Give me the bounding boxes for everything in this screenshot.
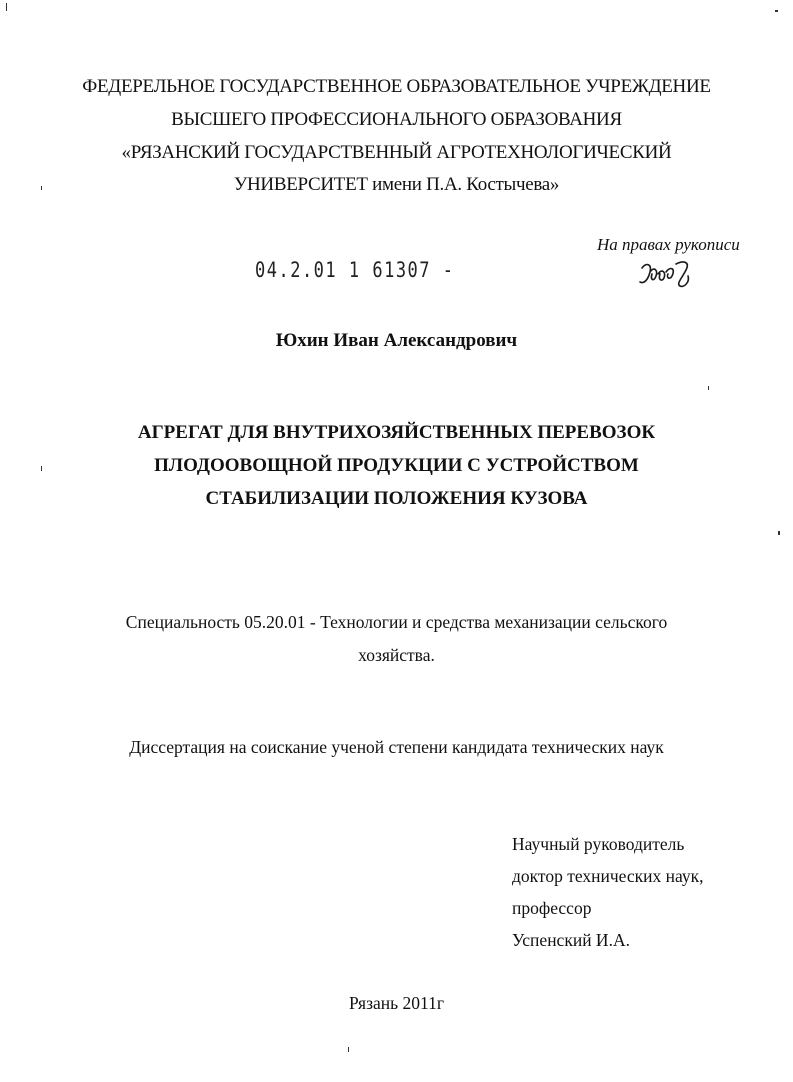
scan-mark	[348, 1047, 349, 1052]
scan-mark	[778, 531, 780, 535]
manuscript-rights: На правах рукописи	[597, 235, 740, 254]
thesis-title-line-3: СТАБИЛИЗАЦИИ ПОЛОЖЕНИЯ КУЗОВА	[205, 488, 588, 509]
registration-number: 04.2.01 1 61307 -	[255, 258, 455, 283]
scan-mark	[6, 3, 7, 11]
thesis-title-line-2: ПЛОДООВОЩНОЙ ПРОДУКЦИИ С УСТРОЙСТВОМ	[154, 455, 639, 476]
adviser-rank: профессор	[512, 898, 592, 918]
thesis-title-line-1: АГРЕГАТ ДЛЯ ВНУТРИХОЗЯЙСТВЕННЫХ ПЕРЕВОЗОК	[137, 422, 656, 443]
author-name: Юхин Иван Александрович	[275, 330, 518, 351]
scan-mark	[775, 10, 778, 12]
institution-line-3: «РЯЗАНСКИЙ ГОСУДАРСТВЕННЫЙ АГРОТЕХНОЛОГИЧЕСКИЙ	[121, 142, 672, 163]
specialty-line-1: Специальность 05.20.01 - Технологии и средства механизации сельского	[125, 612, 668, 632]
scientific-adviser	[512, 828, 704, 956]
place-year: Рязань 2011г	[348, 993, 445, 1013]
institution-line-4: УНИВЕРСИТЕТ имени П.А. Костычева»	[233, 174, 560, 195]
scan-mark	[708, 386, 709, 390]
specialty-line-2: хозяйства.	[358, 645, 435, 665]
signature-image	[636, 258, 696, 292]
adviser-degree: доктор технических наук,	[512, 866, 704, 886]
institution-line-1: ФЕДЕРЕЛЬНОЕ ГОСУДАРСТВЕННОЕ ОБРАЗОВАТЕЛЬНОЕ УЧРЕЖДЕНИЕ	[82, 76, 711, 97]
institution-line-2: ВЫСШЕГО ПРОФЕССИОНАЛЬНОГО ОБРАЗОВАНИЯ	[171, 109, 622, 130]
adviser-role: Научный руководитель	[512, 834, 685, 854]
degree-statement: Диссертация на соискание ученой степени кандидата технических наук	[129, 737, 664, 757]
adviser-name: Успенский И.А.	[512, 930, 630, 950]
